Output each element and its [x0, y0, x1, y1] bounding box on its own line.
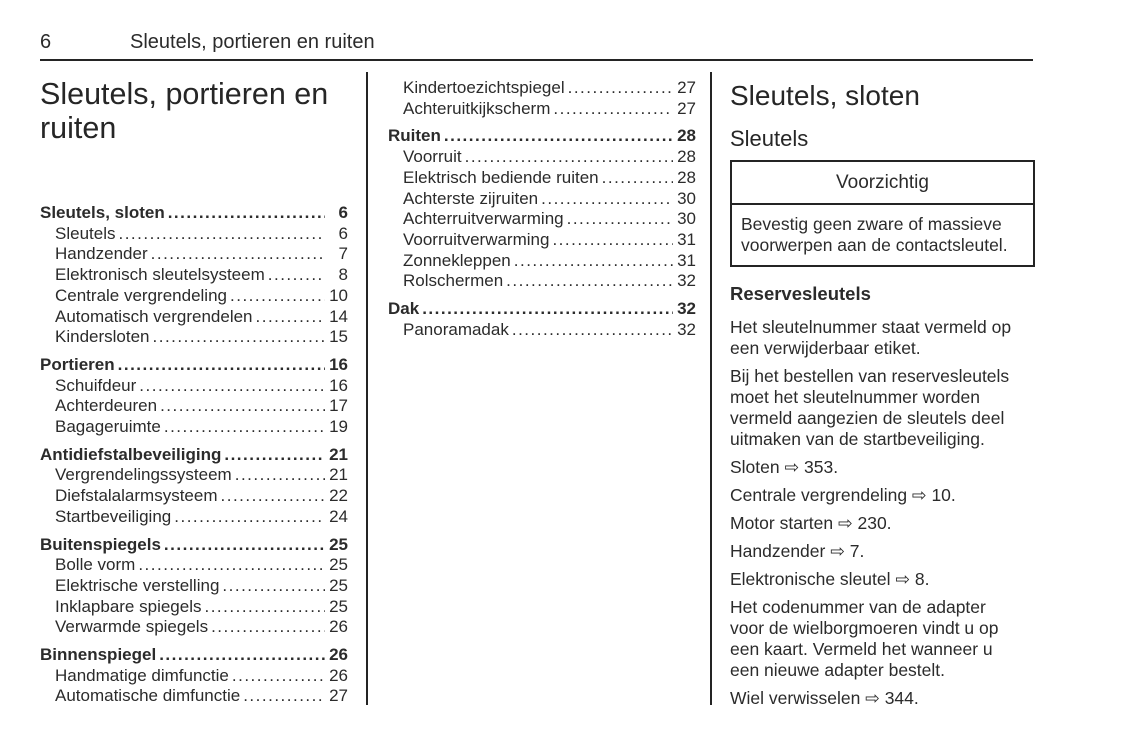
toc-dot-leader	[230, 286, 325, 307]
toc-dot-leader	[465, 147, 673, 168]
toc-entry-page: 7	[338, 244, 348, 264]
toc-dot-leader	[553, 99, 673, 120]
toc-dot-leader	[602, 168, 673, 189]
toc-entry-label: Ruiten	[388, 126, 441, 146]
content-subheading: Sleutels	[730, 126, 809, 151]
toc-entry[interactable]	[40, 396, 348, 417]
toc-entry[interactable]	[40, 597, 348, 618]
toc-entry-label: Panoramadak	[403, 319, 509, 339]
toc-entry-page: 25	[329, 575, 348, 595]
toc-entry-label: Verwarmde spiegels	[55, 617, 209, 637]
toc-entry-page: 8	[338, 265, 348, 285]
toc-dot-leader	[268, 265, 325, 286]
toc-entry-page: 32	[677, 271, 696, 291]
paragraph: Elektronische sleutel ⇨ 8.	[730, 569, 930, 589]
toc-dot-leader	[235, 465, 325, 486]
toc-entry-label: Achterste zijruiten	[403, 188, 539, 208]
column-divider	[710, 72, 712, 705]
toc-dot-leader	[174, 507, 325, 528]
toc-entry[interactable]	[40, 486, 348, 507]
paragraph: Het sleutelnummer staat vermeld op een verwijderbaar etiket.	[730, 317, 1012, 358]
toc-dot-leader	[512, 320, 673, 341]
toc-entry-page: 26	[329, 665, 348, 685]
toc-entry-label: Zonnekleppen	[403, 250, 511, 270]
toc-left-column	[40, 203, 348, 707]
toc-dot-leader	[160, 396, 325, 417]
toc-entry-label: Achterruitverwarming	[403, 209, 564, 229]
toc-dot-leader	[204, 597, 325, 618]
toc-entry-page: 16	[329, 354, 348, 374]
toc-entry-page: 31	[677, 250, 696, 270]
toc-entry[interactable]	[40, 445, 348, 466]
toc-dot-leader	[221, 486, 326, 507]
toc-entry[interactable]	[40, 617, 348, 638]
toc-entry-page: 21	[329, 444, 348, 464]
paragraph: Bij het bestellen van reservesleutels moet het sleutelnummer worden vermeld aangezien de sleutels deel uitmaken van de startbeveiliging.	[730, 366, 1010, 449]
toc-dot-leader	[506, 271, 673, 292]
column-divider	[366, 72, 368, 705]
toc-entry-label: Schuifdeur	[55, 375, 137, 395]
toc-entry-page: 24	[329, 506, 348, 526]
toc-entry-page: 27	[329, 686, 348, 706]
toc-entry-label: Automatische dimfunctie	[55, 686, 241, 706]
toc-dot-leader	[552, 230, 673, 251]
toc-entry-label: Rolschermen	[403, 271, 504, 291]
toc-entry-label: Diefstalalarmsysteem	[55, 486, 218, 506]
toc-entry[interactable]	[40, 327, 348, 348]
toc-entry-page: 26	[329, 617, 348, 637]
toc-dot-leader	[151, 244, 325, 265]
content-column	[730, 72, 1035, 716]
toc-entry-label: Centrale vergrendeling	[55, 285, 227, 305]
caution-box-body: Bevestig geen zware of massieve voorwerpen aan de contactsleutel.	[741, 214, 1008, 255]
toc-dot-leader	[568, 78, 673, 99]
toc-entry-label: Antidiefstalbeveiliging	[40, 444, 222, 464]
toc-entry[interactable]	[388, 320, 696, 341]
toc-entry-label: Buitenspiegels	[40, 534, 161, 554]
toc-entry-page: 28	[677, 167, 696, 187]
toc-entry-label: Startbeveiliging	[55, 506, 172, 526]
toc-dot-leader	[422, 299, 673, 320]
toc-entry-page: 19	[329, 417, 348, 437]
toc-entry-label: Kindertoezichtspiegel	[403, 78, 565, 97]
toc-entry[interactable]	[388, 251, 696, 272]
toc-entry-label: Handzender	[55, 244, 148, 264]
toc-entry[interactable]	[40, 224, 348, 245]
toc-entry-page: 32	[677, 299, 696, 319]
toc-entry[interactable]	[40, 286, 348, 307]
toc-entry-label: Inklapbare spiegels	[55, 596, 202, 616]
toc-entry[interactable]	[40, 417, 348, 438]
toc-entry-label: Elektrisch bediende ruiten	[403, 167, 599, 187]
toc-entry-label: Achterdeuren	[55, 396, 158, 416]
toc-entry[interactable]	[40, 265, 348, 286]
toc-entry-page: 6	[338, 223, 348, 243]
toc-entry-label: Bagageruimte	[55, 417, 161, 437]
toc-dot-leader	[164, 417, 325, 438]
toc-entry-page: 26	[329, 645, 348, 665]
toc-dot-leader	[139, 376, 325, 397]
toc-dot-leader	[168, 203, 325, 224]
toc-entry[interactable]	[388, 78, 696, 99]
toc-entry[interactable]	[388, 299, 696, 320]
toc-entry-page: 16	[329, 375, 348, 395]
toc-dot-leader	[138, 555, 325, 576]
toc-entry-label: Bolle vorm	[55, 555, 136, 575]
toc-dot-leader	[256, 307, 325, 328]
toc-entry-label: Elektronisch sleutelsysteem	[55, 265, 265, 285]
toc-entry[interactable]	[40, 555, 348, 576]
toc-entry-page: 32	[677, 319, 696, 339]
toc-entry[interactable]	[40, 507, 348, 528]
toc-entry[interactable]	[40, 376, 348, 397]
toc-entry-page: 25	[329, 555, 348, 575]
toc-entry[interactable]	[388, 209, 696, 230]
toc-entry-page: 28	[677, 126, 696, 146]
toc-entry[interactable]	[40, 645, 348, 666]
toc-dot-leader	[153, 327, 325, 348]
toc-entry[interactable]	[40, 666, 348, 687]
toc-entry[interactable]	[388, 189, 696, 210]
toc-dot-leader	[232, 666, 325, 687]
toc-dot-leader	[211, 617, 325, 638]
toc-entry-page: 27	[677, 98, 696, 118]
toc-dot-leader	[118, 224, 325, 245]
toc-entry[interactable]	[40, 203, 348, 224]
toc-dot-leader	[118, 355, 325, 376]
toc-entry-page: 30	[677, 209, 696, 229]
toc-dot-leader	[567, 209, 673, 230]
paragraph: Handzender ⇨ 7.	[730, 541, 865, 561]
toc-entry-page: 31	[677, 229, 696, 249]
toc-entry-page: 25	[329, 534, 348, 554]
page-number: 6	[40, 31, 52, 53]
toc-dot-leader	[514, 251, 673, 272]
toc-entry-label: Dak	[388, 299, 420, 319]
toc-entry[interactable]	[40, 307, 348, 328]
toc-entry-label: Voorruit	[403, 147, 462, 167]
toc-entry[interactable]	[40, 535, 348, 556]
section-title: Sleutels, portieren en ruiten	[40, 77, 329, 145]
paragraph: Motor starten ⇨ 230.	[730, 513, 892, 533]
toc-entry-label: Portieren	[40, 354, 115, 374]
toc-dot-leader	[164, 535, 325, 556]
toc-entry-page: 21	[329, 465, 348, 485]
toc-entry-page: 14	[329, 306, 348, 326]
toc-dot-leader	[159, 645, 325, 666]
toc-entry-label: Sleutels	[55, 223, 116, 243]
paragraph: Het codenummer van de adapter voor de wielborgmoeren vindt u op een kaart. Vermeld het wanneer u een nieuwe adapter bestelt.	[730, 597, 999, 680]
toc-entry[interactable]	[388, 147, 696, 168]
toc-entry-page: 27	[677, 78, 696, 97]
toc-entry-label: Kindersloten	[55, 327, 150, 347]
toc-dot-leader	[541, 189, 673, 210]
paragraph: Wiel verwisselen ⇨ 344.	[730, 688, 919, 708]
toc-entry-page: 22	[329, 486, 348, 506]
toc-entry-page: 10	[329, 285, 348, 305]
toc-entry-label: Binnenspiegel	[40, 645, 157, 665]
toc-entry[interactable]	[388, 99, 696, 120]
toc-entry-page: 28	[677, 147, 696, 167]
content-heading: Sleutels, sloten	[730, 80, 920, 111]
toc-entry[interactable]	[40, 244, 348, 265]
toc-entry[interactable]	[40, 465, 348, 486]
toc-entry-label: Vergrendelingssysteem	[55, 465, 232, 485]
toc-entry-label: Handmatige dimfunctie	[55, 665, 229, 685]
toc-entry-label: Voorruitverwarming	[403, 229, 550, 249]
paragraph: Sloten ⇨ 353.	[730, 457, 839, 477]
toc-entry-page: 25	[329, 596, 348, 616]
toc-entry-page: 17	[329, 396, 348, 416]
toc-entry[interactable]	[388, 271, 696, 292]
toc-entry[interactable]	[40, 355, 348, 376]
toc-dot-leader	[243, 686, 325, 707]
toc-entry-label: Sleutels, sloten	[40, 203, 165, 222]
paragraph: Centrale vergrendeling ⇨ 10.	[730, 485, 956, 505]
toc-entry[interactable]	[40, 576, 348, 597]
toc-entry-label: Elektrische verstelling	[55, 575, 220, 595]
toc-middle-column	[388, 78, 696, 340]
toc-entry-page: 30	[677, 188, 696, 208]
chapter-title: Sleutels, portieren en ruiten	[130, 31, 375, 53]
toc-dot-leader	[224, 445, 325, 466]
caution-box-title: Voorzichtig	[732, 162, 1033, 205]
page-header	[40, 31, 1033, 61]
toc-entry[interactable]	[388, 126, 696, 147]
body-paragraphs	[730, 317, 1035, 709]
toc-entry-page: 6	[338, 203, 348, 222]
caution-box	[730, 160, 1035, 267]
toc-dot-leader	[222, 576, 325, 597]
toc-entry[interactable]	[40, 686, 348, 707]
toc-entry[interactable]	[388, 168, 696, 189]
toc-entry[interactable]	[388, 230, 696, 251]
subsection-heading: Reservesleutels	[730, 283, 871, 304]
toc-entry-label: Achteruitkijkscherm	[403, 98, 551, 118]
toc-entry-label: Automatisch vergrendelen	[55, 306, 253, 326]
toc-entry-page: 15	[329, 327, 348, 347]
toc-dot-leader	[444, 126, 673, 147]
